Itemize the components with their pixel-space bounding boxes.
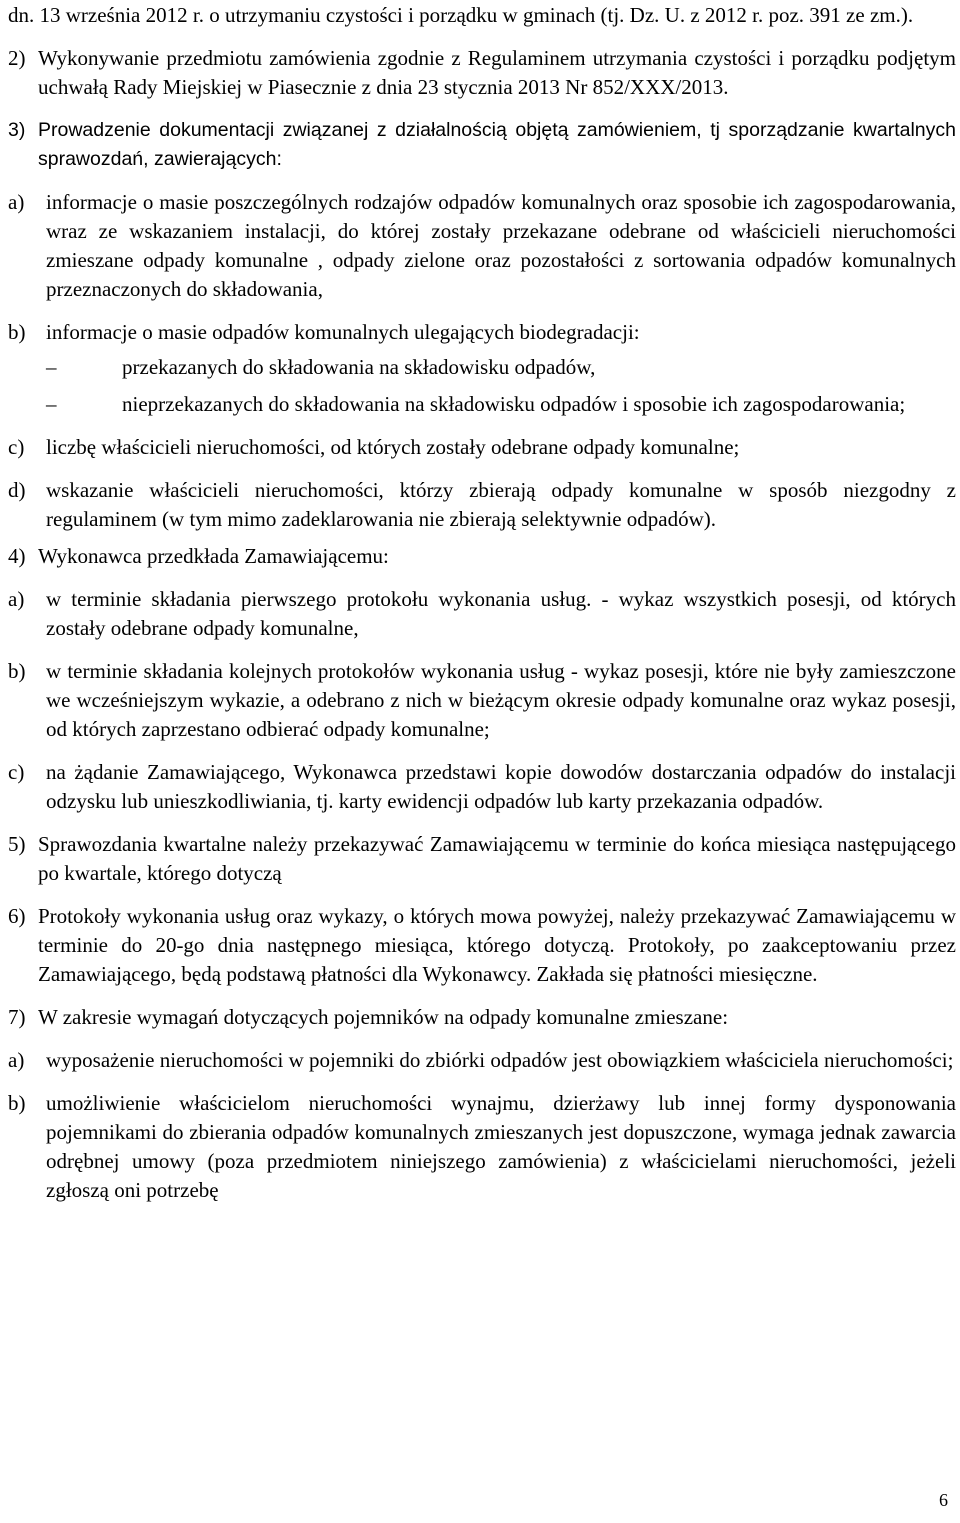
list-item-2 <box>8 44 956 102</box>
sub-item-text: umożliwienie właścicielom nieruchomości wynajmu, dzierżawy lub innej formy dysponowania pojemnikami do zbierania odpadów komunalnych zmieszanych jest dopuszczone, wymaga jednak zawarcia odrębnej umowy (poza przedmiotem niniejszego zamówienia) z właścicielami nieruchomości, jeżeli zgłoszą oni potrzebę <box>46 1091 956 1202</box>
item-number: 4) <box>8 544 26 568</box>
sub-item-label: a) <box>8 1048 25 1072</box>
list-item-6 <box>8 902 956 989</box>
sub-item-7a <box>8 1046 956 1075</box>
sub-item-text: wyposażenie nieruchomości w pojemniki do zbiórki odpadów jest obowiązkiem właściciela nieruchomości; <box>46 1048 954 1072</box>
sub-item-3c <box>8 433 956 462</box>
list-item-7 <box>8 1003 956 1032</box>
sub-item-label: a) <box>8 587 25 611</box>
dash-item-2 <box>46 390 956 419</box>
item-text: Prowadzenie dokumentacji związanej z działalnością objętą zamówieniem, tj sporządzanie kwartalnych sprawozdań, zawierających: <box>38 119 956 170</box>
item-text: W zakresie wymagań dotyczących pojemników na odpady komunalne zmieszane: <box>38 1005 729 1029</box>
item-text: Wykonywanie przedmiotu zamówienia zgodnie z Regulaminem utrzymania czystości i porządku podjętym uchwałą Rady Miejskiej w Piasecznie z dnia 23 stycznia 2013 Nr 852/XXX/2013. <box>38 46 956 99</box>
item-text: Wykonawca przedkłada Zamawiającemu: <box>38 544 389 568</box>
dash-item-text: przekazanych do składowania na składowisku odpadów, <box>122 355 596 379</box>
sub-item-text: informacje o masie poszczególnych rodzajów odpadów komunalnych oraz sposobie ich zagospodarowania, wraz ze wskazaniem instalacji, do której zostały przekazane odebrane od właścicieli nieruchomości zmieszane odpady komunalne , odpady zielone oraz pozostałości z sortowania odpadów komunalnych przeznaczonych do składowania, <box>46 190 956 301</box>
dash-item-1 <box>46 353 956 382</box>
sub-item-label: d) <box>8 478 26 502</box>
sub-item-4c <box>8 758 956 816</box>
sub-item-label: c) <box>8 760 25 784</box>
sub-item-text: wskazanie właścicieli nieruchomości, którzy zbierają odpady komunalne w sposób niezgodny z regulaminem (w tym mimo zadeklarowania nie zbierają selektywnie odpadów). <box>46 478 956 531</box>
sub-item-label: b) <box>8 659 26 683</box>
item-number: 6) <box>8 904 26 928</box>
sub-item-3d <box>8 476 956 534</box>
sub-item-label: a) <box>8 190 25 214</box>
sub-item-4a <box>8 585 956 643</box>
sub-item-text: w terminie składania kolejnych protokołów wykonania usług - wykaz posesji, które nie były zamieszczone we wcześniejszym wykazie, a odebrano z nich w bieżącym okresie odpady komunalne oraz wykaz posesji, od których zaprzestano odbierać odpady komunalne; <box>46 659 956 741</box>
sub-item-text: informacje o masie odpadów komunalnych ulegających biodegradacji: <box>46 320 640 344</box>
item-number: 7) <box>8 1005 26 1029</box>
sub-item-label: b) <box>8 1091 26 1115</box>
page-number: 6 <box>939 1490 948 1510</box>
sub-item-3b <box>8 318 956 347</box>
sub-item-7b <box>8 1089 956 1205</box>
sub-item-text: w terminie składania pierwszego protokołu wykonania usług. - wykaz wszystkich posesji, od których zostały odebrane odpady komunalne, <box>46 587 956 640</box>
sub-item-text: liczbę właścicieli nieruchomości, od których zostały odebrane odpady komunalne; <box>46 435 740 459</box>
intro-text: dn. 13 września 2012 r. o utrzymaniu czystości i porządku w gminach (tj. Dz. U. z 2012 r. poz. 391 ze zm.). <box>8 3 914 27</box>
sub-item-label: c) <box>8 435 25 459</box>
item-text: Protokoły wykonania usług oraz wykazy, o których mowa powyżej, należy przekazywać Zamawiającemu w terminie do 20-go dnia następnego miesiąca, którego dotyczą. Protokoły, po zaakceptowaniu przez Zamawiającego, będą podstawą płatności dla Wykonawcy. Zakłada się płatności miesięczne. <box>38 904 956 986</box>
list-item-4 <box>8 542 956 571</box>
item-number: 2) <box>8 46 26 70</box>
dash-mark: – <box>46 392 57 416</box>
sub-item-label: b) <box>8 320 26 344</box>
sub-item-4b <box>8 657 956 744</box>
intro-paragraph <box>8 1 956 30</box>
item-number: 5) <box>8 832 26 856</box>
item-number: 3) <box>8 119 26 141</box>
dash-item-text: nieprzekazanych do składowania na składowisku odpadów i sposobie ich zagospodarowania; <box>122 392 906 416</box>
sub-item-text: na żądanie Zamawiającego, Wykonawca przedstawi kopie dowodów dostarczania odpadów do instalacji odzysku lub unieszkodliwiania, tj. karty ewidencji odpadów lub karty przekazania odpadów. <box>46 760 956 813</box>
item-text: Sprawozdania kwartalne należy przekazywać Zamawiającemu w terminie do końca miesiąca następującego po kwartale, którego dotyczą <box>38 832 956 885</box>
list-item-5 <box>8 830 956 888</box>
sub-item-3a <box>8 188 956 304</box>
list-item-3 <box>8 116 956 174</box>
document-body <box>8 1 956 1219</box>
dash-mark: – <box>46 355 57 379</box>
